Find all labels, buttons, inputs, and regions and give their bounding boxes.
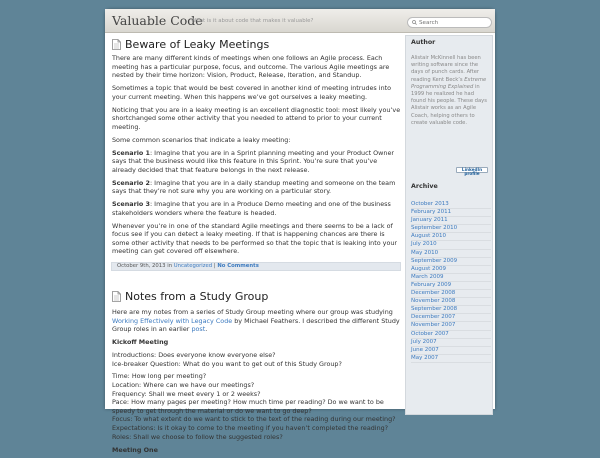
archive-link[interactable]: December 2008 [411,290,456,297]
archive-link[interactable]: January 2011 [411,217,448,224]
meta-separator: | [213,263,216,269]
search-input[interactable] [419,19,489,27]
archive-item [411,217,491,225]
scenario-text: : Imagine that you are in a daily standup meeting and someone on the team says that they’re not sure why you are working on a particular story. [112,178,396,196]
post-title-text: Notes from a Study Group [125,290,269,303]
archive-link[interactable]: September 2008 [411,306,458,313]
archive-link[interactable]: May 2010 [411,249,439,256]
archive-item [411,314,491,322]
post-paragraph: There are many different kinds of meetings when one follows an Agile process. Each meeting has a particular purpose, focus, and outcome. The various Agile meetings are nested by their time horizon: Vision, Product, Release, Iteration, and Standup. [112,54,390,80]
archive-item [411,347,491,355]
author-bio-text: in 1999 he realized he had found his people. These days Alistair works as an Agile Coach, helping others to create valuable code. [411,83,487,126]
post-paragraph: Whenever you’re in one of the standard Agile meetings and there seems to be a lack of focus see if you can detect a leaky meeting. If that is happening chances are there is some other activity that needs to be performed so that the topic that is leaking into your meeting can get covered off elsewhere. [112,221,398,256]
archive-link[interactable]: July 2010 [411,241,437,248]
archive-link[interactable]: May 2007 [411,354,439,361]
author-bio [411,55,489,127]
archive-item [411,241,491,249]
archive-item [411,355,491,363]
book-link[interactable]: Working Effectively with Legacy Code [112,316,233,325]
author-heading: Author [411,39,436,46]
post-meta [111,262,401,271]
kickoff-line: Ice-breaker Question: What do you want to get out of this Study Group? [112,359,342,368]
kickoff-line: Time: How long per meeting? [112,372,207,381]
archive-link[interactable]: November 2007 [411,322,456,329]
site-tagline: What is it about code that makes it valuable? [191,18,314,24]
archive-list [411,201,491,363]
sidebar [405,35,493,415]
intro-text: Here are my notes from a series of Study Group meeting where our group was studying [112,308,393,316]
scenario-label: Scenario 1 [112,148,150,157]
kickoff-line: Focus: To what extent do we want to stick to the text of the reading during our meeting? [112,415,396,424]
category-link[interactable]: Uncategorized [173,263,213,269]
archive-item [411,250,491,258]
post-title-study-group[interactable] [112,290,268,303]
site-title[interactable]: Valuable Code [112,13,203,28]
scenario-text: : Imagine that you are in a Produce Demo meeting and one of the business stakeholders wonders where the feature is headed. [112,200,391,217]
archive-heading: Archive [411,183,438,190]
scenario-paragraph [112,200,402,217]
archive-item [411,201,491,209]
archive-link[interactable]: February 2011 [411,209,452,216]
archive-link[interactable]: November 2008 [411,298,456,305]
scenario-label: Scenario 2 [112,178,150,187]
intro-text: by Michael Feathers. I described the different Study Group roles in an earlier [112,316,400,334]
kickoff-block-b [112,372,402,441]
archive-item [411,298,491,306]
meeting-one-heading [112,446,402,455]
archive-link[interactable]: September 2010 [411,225,458,232]
page [105,9,495,454]
kickoff-line: Expectations: Is it okay to come to the meeting if you haven’t completed the reading? [112,424,389,433]
post-paragraph: Sometimes a topic that would be best covered in another kind of meeting intrudes into your current meeting. When this happens we’ve got ourselves a leaky meeting. [112,84,392,101]
meta-in: in [167,263,173,269]
archive-item [411,266,491,274]
post-date: October 9th, 2013 [117,263,166,269]
post-title-text: Beware of Leaky Meetings [125,38,270,51]
post-title-leaky-meetings[interactable] [112,38,269,51]
archive-link[interactable]: December 2007 [411,314,456,321]
archive-item [411,274,491,282]
post-body [112,308,402,458]
kickoff-line: Location: Where can we have our meetings? [112,381,255,390]
archive-item [411,322,491,330]
archive-link[interactable]: October 2013 [411,201,449,207]
scenario-text: : Imagine that you are in a Sprint planning meeting and your Product Owner says that the business would like this feature in this Sprint. You’re sure that you’ve already decided that that feature belongs in the next release. [112,148,395,174]
site-header [105,9,495,33]
archive-item [411,225,491,233]
kickoff-block-a [112,351,402,368]
author-bio-text: Alistair McKinnell has been writing software since the days of punch cards. After reading Kent Beck’s [411,55,481,83]
archive-link[interactable]: September 2009 [411,257,458,264]
post-paragraph: Some common scenarios that indicate a leaky meeting: [112,135,291,144]
kickoff-line: Roles: Shall we choose to follow the suggested roles? [112,432,283,441]
scenario-paragraph [112,149,402,175]
archive-item [411,209,491,217]
archive-item [411,290,491,298]
post-intro [112,308,402,334]
search-box[interactable] [407,17,492,28]
kickoff-line: Frequency: Shall we meet every 1 or 2 weeks? [112,389,261,398]
archive-item [411,233,491,241]
document-icon [112,291,121,302]
kickoff-line: Pace: How many pages per meeting? How much time per reading? Do we want to be speedy to get through the material or do we want to go deep? [112,398,384,415]
document-icon [112,39,121,50]
kickoff-heading [112,338,402,347]
archive-item [411,282,491,290]
archive-item [411,331,491,339]
archive-link[interactable]: August 2010 [411,233,446,240]
post-paragraph: Noticing that you are in a leaky meeting is an excellent diagnostic tool: most likely you’ve shortchanged some other activity that you needed to attend to prior to your current meeting. [112,105,401,131]
archive-link[interactable]: June 2007 [411,346,439,353]
post-link[interactable]: post [191,325,206,334]
archive-item [411,339,491,347]
scenario-paragraph [112,179,402,196]
kickoff-line: Introductions: Does everyone know everyone else? [112,350,276,359]
archive-link[interactable]: August 2009 [411,265,446,272]
linkedin-badge[interactable]: LinkedIn profile [456,167,488,173]
post-body [112,54,402,260]
archive-link[interactable]: February 2009 [411,281,452,288]
intro-text: . [205,325,208,334]
archive-item [411,258,491,266]
comments-link[interactable]: No Comments [217,263,259,269]
scenario-label: Scenario 3 [112,200,150,209]
archive-link[interactable]: March 2009 [411,273,444,280]
meeting-one-heading-text: Meeting One [112,445,158,454]
search-icon [412,20,417,25]
archive-link[interactable]: October 2007 [411,330,449,337]
author-bio-book: Extreme Programming Explained [411,76,487,90]
archive-item [411,306,491,314]
kickoff-heading-text: Kickoff Meeting [112,338,169,347]
archive-link[interactable]: July 2007 [411,338,437,345]
